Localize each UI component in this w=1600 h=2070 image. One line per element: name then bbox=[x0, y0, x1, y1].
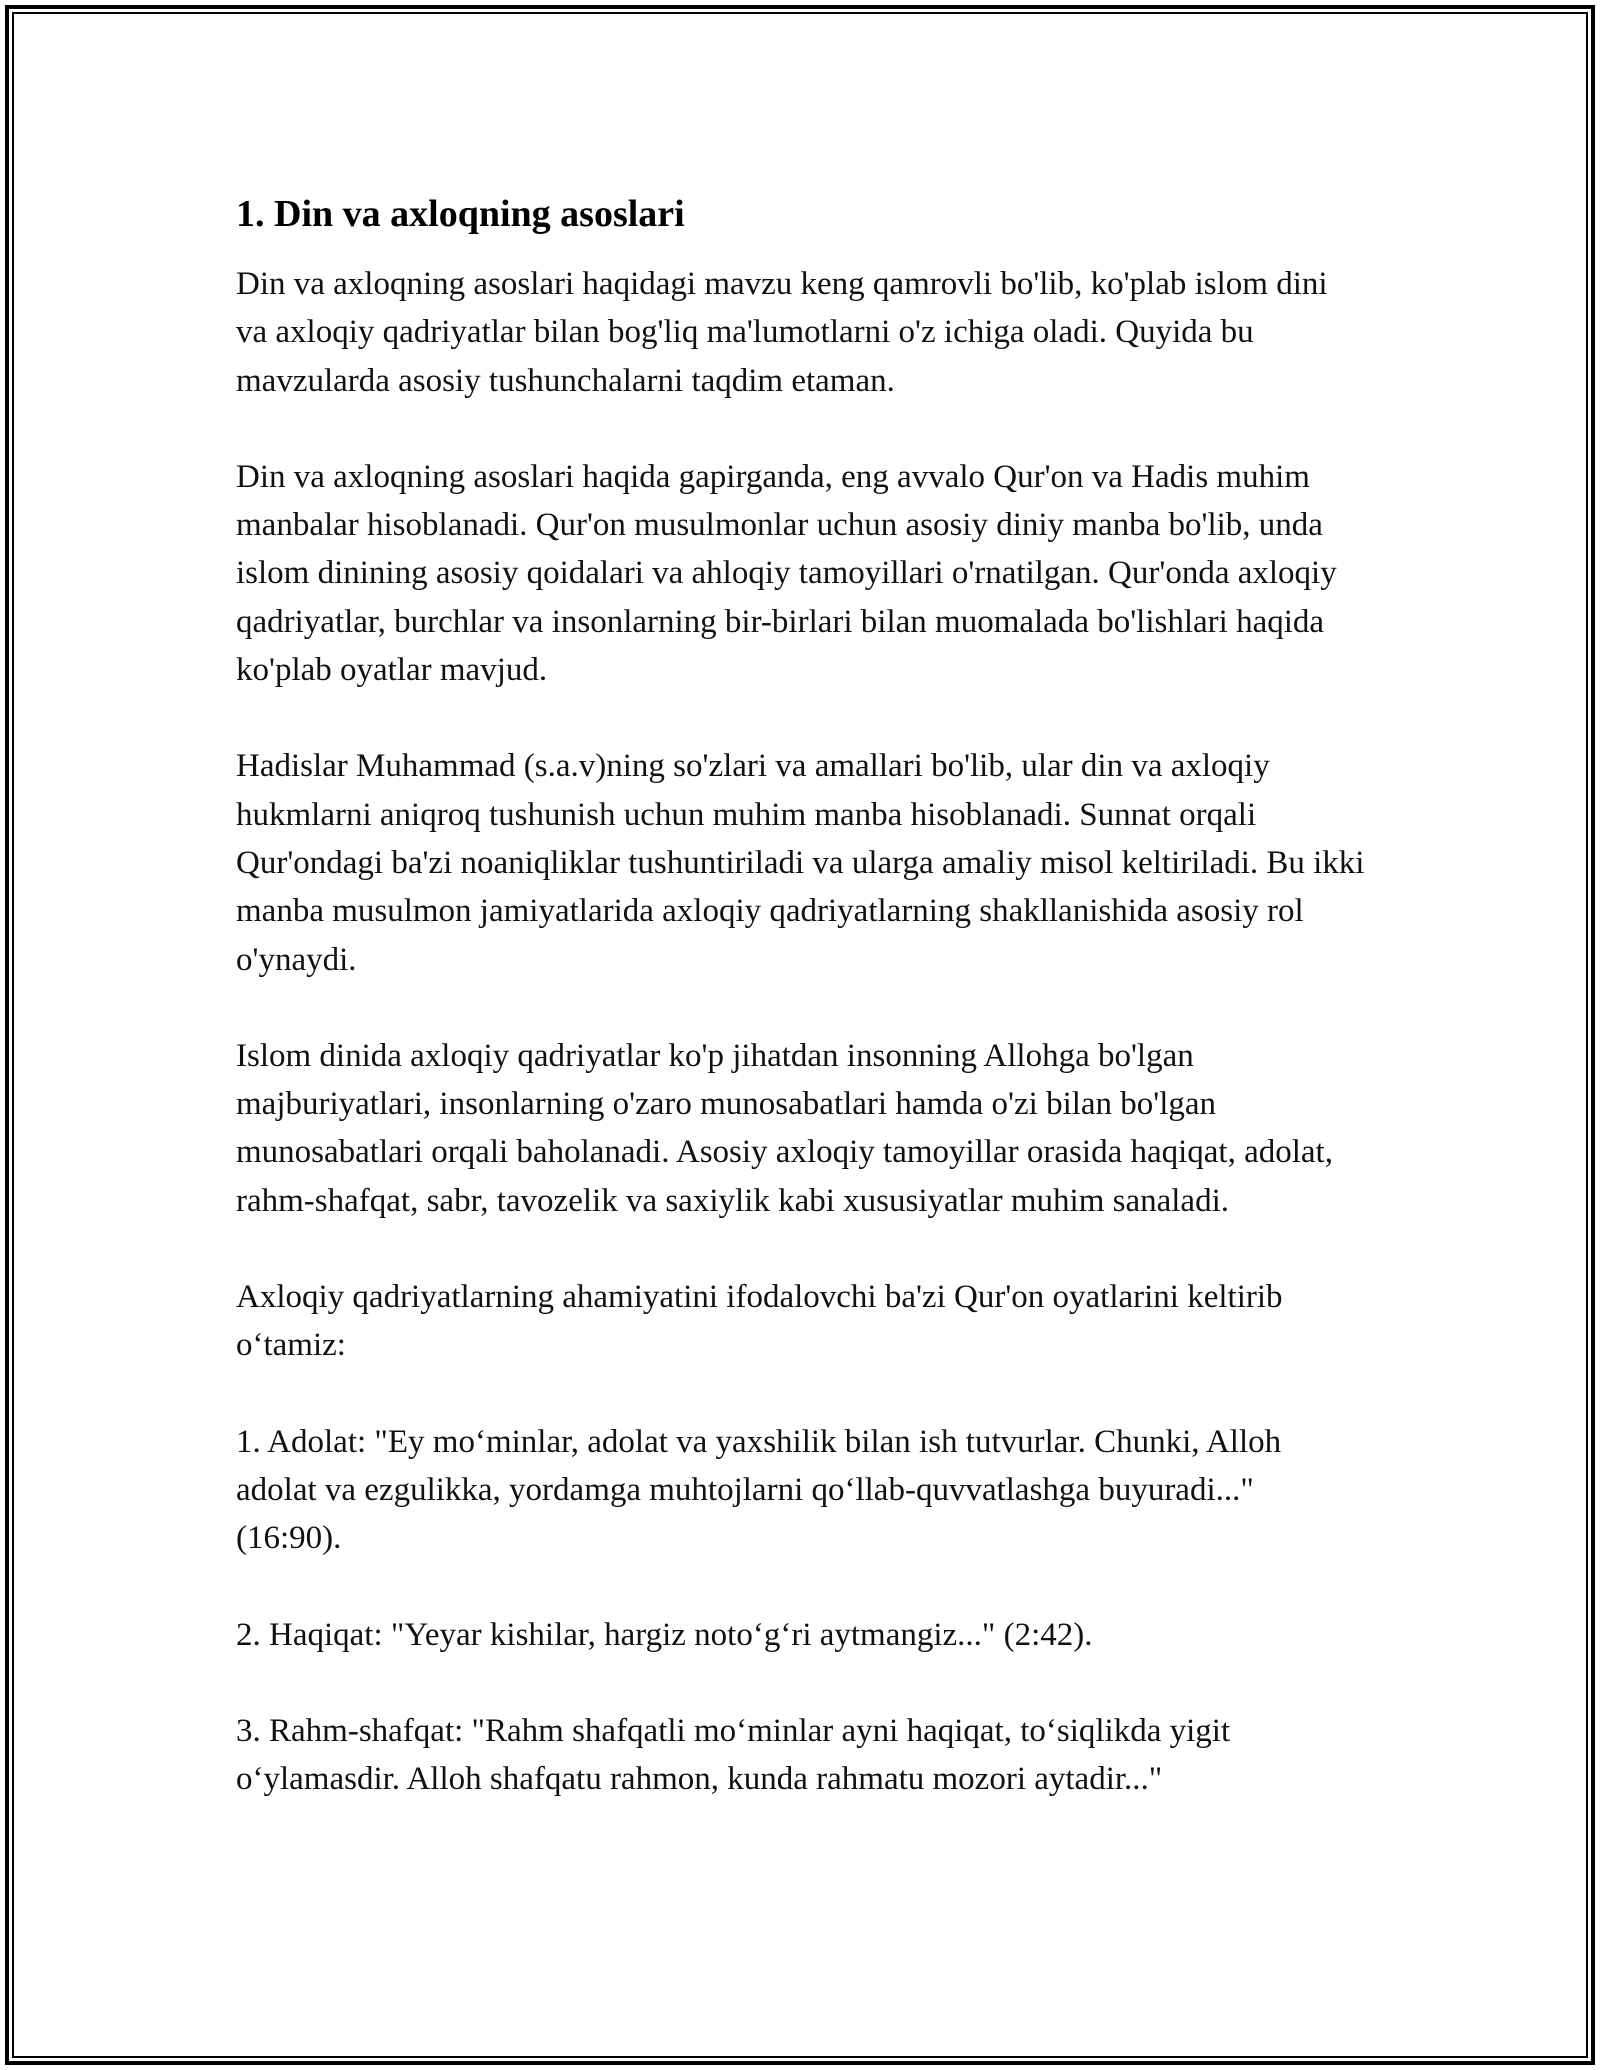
paragraph-quran-hadith: Din va axloqning asoslari haqida gapirganda, eng avvalo Qur'on va Hadis muhim manbalar hisoblanadi. Qur'on musulmonlar uchun asosiy diniy manba bo'lib, unda islom dinining asosiy qoidalari va ahloqiy tamoyillari o'rnatilgan. Qur'onda axloqiy qadriyatlar, burchlar va insonlarning bir-birlari bilan muomalada bo'lishlari haqida ko'plab oyatlar mavjud. bbox=[236, 458, 1337, 689]
paragraph-hadith: Hadislar Muhammad (s.a.v)ning so'zlari va amallari bo'lib, ular din va axloqiy hukmlarni aniqroq tushunish uchun muhim manba hisoblanadi. Sunnat orqali Qur'ondagi ba'zi noaniqliklar tushuntiriladi va ularga amaliy misol keltiriladi. Bu ikki manba musulmon jamiyatlarida axloqiy qadriyatlarning shakllanishida asosiy rol o'ynaydi. bbox=[236, 748, 1365, 978]
section-heading: 1. Din va axloqning asoslari bbox=[236, 193, 685, 235]
list-item-mercy: 3. Rahm-shafqat: "Rahm shafqatli mo‘minlar ayni haqiqat, to‘siqlikda yigit o‘ylamasdir. Alloh shafqatu rahmon, kunda rahmatu mozori aytadir..." bbox=[236, 1712, 1231, 1798]
list-item-justice: 1. Adolat: "Ey mo‘minlar, adolat va yaxshilik bilan ish tutvurlar. Chunki, Alloh adolat va ezgulikka, yordamga muhtojlarni qo‘llab-quvvatlashga buyuradi..." (16:90). bbox=[236, 1423, 1282, 1557]
paragraph-intro: Din va axloqning asoslari haqidagi mavzu keng qamrovli bo'lib, ko'plab islom dini va axloqiy qadriyatlar bilan bog'liq ma'lumotlarni o'z ichiga oladi. Quyida bu mavzularda asosiy tushunchalarni taqdim etaman. bbox=[236, 266, 1328, 399]
list-item-truth: 2. Haqiqat: "Yeyar kishilar, hargiz noto‘g‘ri aytmangiz..." (2:42). bbox=[236, 1616, 1093, 1653]
document-body bbox=[236, 186, 1366, 1851]
paragraph-values: Islom dinida axloqiy qadriyatlar ko'p jihatdan insonning Allohga bo'lgan majburiyatlari, insonlarning o'zaro munosabatlari hamda o'zi bilan bo'lgan munosabatlari orqali baholanadi. Asosiy axloqiy tamoyillar orasida haqiqat, adolat, rahm-shafqat, sabr, tavozelik va saxiylik kabi xususiyatlar muhim sanaladi. bbox=[236, 1037, 1333, 1219]
paragraph-verses-intro: Axloqiy qadriyatlarning ahamiyatini ifodalovchi ba'zi Qur'on oyatlarini keltirib o‘tamiz: bbox=[236, 1279, 1283, 1364]
